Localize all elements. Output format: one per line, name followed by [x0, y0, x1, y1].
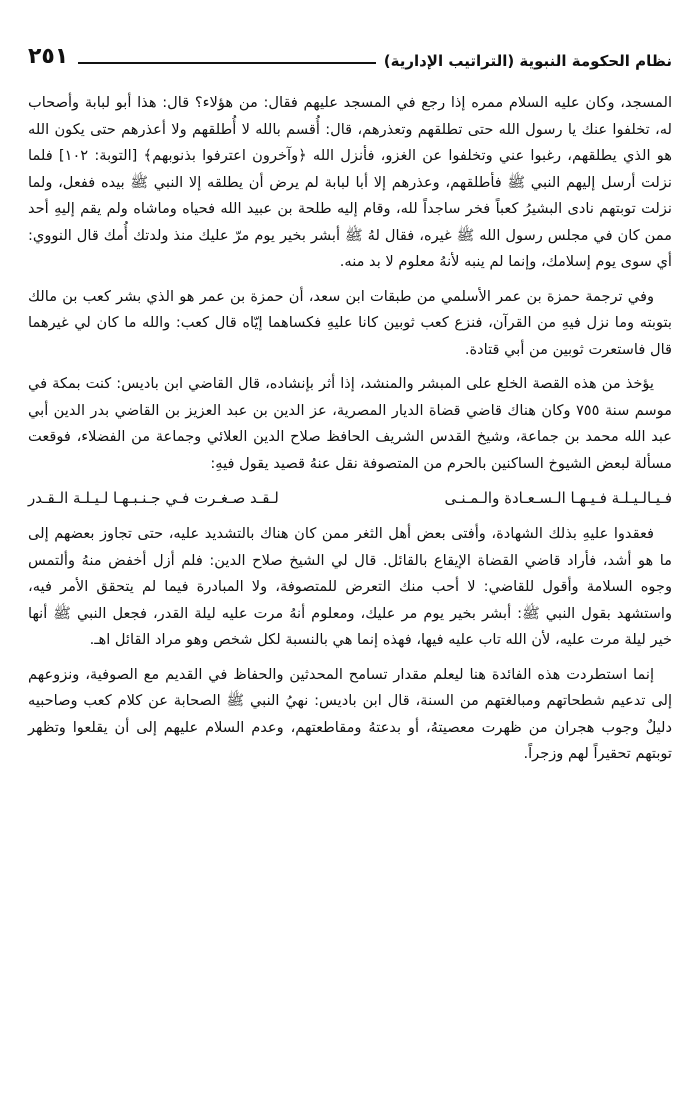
paragraph-4: فعقدوا عليهِ بذلك الشهادة، وأفتى بعض أهل الثغر ممن كان هناك بالتشديد عليه، حتى تجاوز بعضهم إلى ما هو أشد، فأراد قاضي القضاة الإيقاع بالقائل. قال لي الشيخ صلاح الدين: فلم أزل أخفض منهُ وألتمس وجوه السلامة وأقول للقاضي: لا أحب منك التعرض للمتصوفة، ولا المبادرة فيما لم يتحقق الأمر فيه، واستشهد بقول النبي ﷺ: أبشر بخير يوم مر عليك، ومعلوم أنهُ مرت عليه ليلة القدر، فجعل النبي ﷺ أنها خير ليلة مرت عليه، لأن الله تاب عليه فيها، فهذه إنما هي بالنسبة لكل شخص وهو مراد القائل اهـ. [28, 525, 672, 648]
paragraph-1: المسجد، وكان عليه السلام ممره إذا رجع في المسجد عليهم فقال: من هؤلاء؟ قال: هذا أبو لبابة وأصحاب له، تخلفوا عنك يا رسول الله حتى تطلقهم وتعذرهم، قال: أُقسم بالله لا أُطلقهم ولا أعذرهم حتى يكون الله هو الذي يطلقهم، رغبوا عني وتخلفوا عن الغزو، فأنزل الله ﴿وآخرون اعترفوا بذنوبهم﴾ [التوبة: ١٠٢] فلما نزلت أرسل إليهم النبي ﷺ فأطلقهم، وعذرهم إلا أبا لبابة لم يرض أن يطلقه إلا النبي ﷺ بيده ففعل، ولما نزلت توبتهم نادى البشيرُ كعباً فخر ساجداً لله، وقام إليه طلحة بن عبيد الله فحياه وماشاه ولم يقم إليهِ أحد ممن كان في مجلس رسول الله ﷺ غيره، فقال لهُ ﷺ أبشر بخير يوم مرّ عليك منذ ولدتك أُمك قال النووي: أي سوى يوم إسلامك، وإنما لم ينبه لأنهُ معلوم لا بد منه. [28, 94, 672, 270]
verse-hemistich-first: لـقـد صـغـرت فـي جـنـبـهـا لـيـلـة الـقـدر [28, 489, 279, 507]
header-rule [78, 62, 375, 64]
book-page [28, 40, 672, 1097]
running-header [28, 40, 672, 70]
verse-hemistich-second: فـيـالـيـلـة فـيـهـا الـسـعـادة والـمـنـى [444, 489, 672, 507]
page-body [28, 90, 672, 768]
page-number: ٢٥١ [28, 44, 69, 69]
paragraph-3: يؤخذ من هذه القصة الخلع على المبشر والمنشد، إذا أثر بإنشاده، قال القاضي ابن باديس: كنت بمكة في موسم سنة ٧٥٥ وكان هناك قاضي قضاة الديار المصرية، عز الدين بن عبد العزيز بن القاضي بدر الدين أبي عبد الله محمد بن جماعة، وشيخ القدس الشريف الحافظ صلاح الدين العلائي وجماعة من الفضلاء، فوقعت مسألة لبعض الشيوخ الساكنين بالحرم من المتصوفة نقل عنهُ قصيد يقول فيهِ: [28, 375, 672, 472]
paragraph-2: وفي ترجمة حمزة بن عمر الأسلمي من طبقات ابن سعد، أن حمزة بن عمر هو الذي بشر كعب بن مالك بتوبته وما نزل فيهِ من القرآن، فنزع كعب ثوبين كانا عليهِ فكساهما إيّاه قال كعب: والله ما كان لي غيرهما قال فاستعرت ثوبين من أبي قتادة. [28, 287, 672, 358]
running-title: نظام الحكومة النبوية (التراتيب الإدارية) [383, 52, 672, 70]
poem-verse [28, 485, 672, 511]
paragraph-5: إنما استطردت هذه الفائدة هنا ليعلم مقدار تسامح المحدثين والحفاظ في القديم مع الصوفية، ونزوعهم إلى تدعيم شطحاتهم ومبالغتهم من السنة، قال ابن باديس: نهيُ النبي ﷺ الصحابة عن كلام كعب وصاحبيه دليلٌ وجوب هجران من ظهرت معصيتهُ، أو بدعتهُ ومقاطعتهم، وعدم السلام عليهم إلى أن يقلعوا وتظهر توبتهم تحقيراً لهم وزجراً. [28, 665, 672, 762]
